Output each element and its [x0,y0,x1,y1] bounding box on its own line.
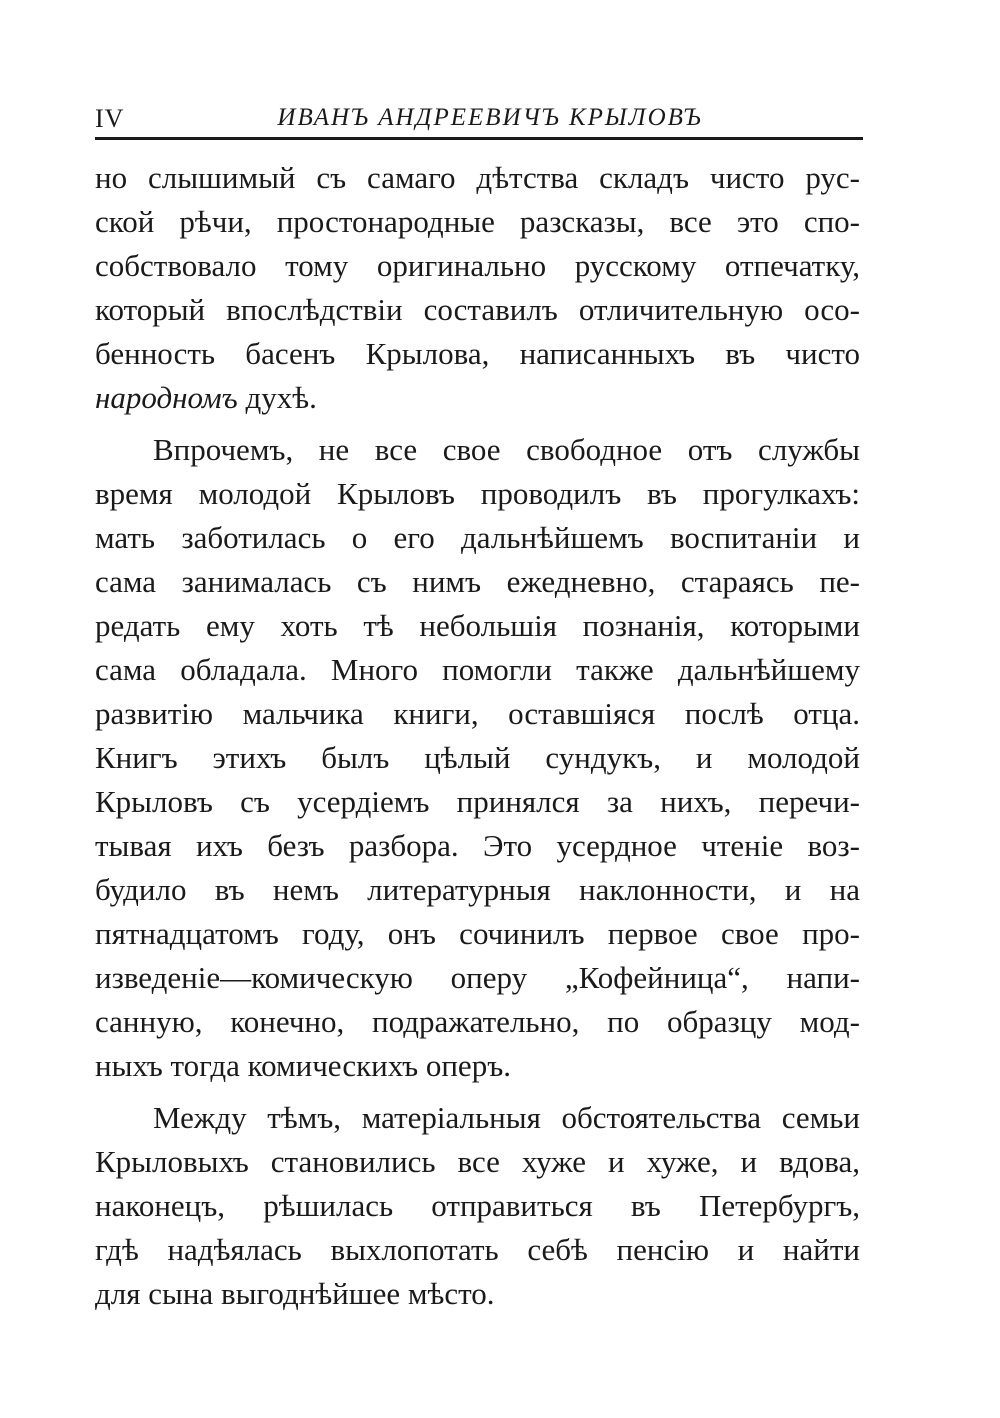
text-fragment: духѣ. [237,380,317,415]
running-head [95,100,860,136]
text-line: собствовало тому оригинально русскому отпечатку, [95,248,860,283]
text-line: сама обладала. Много помогли также дальнѣйшему [95,652,860,687]
text-line: Крыловыхъ становились все хуже и хуже, и вдова, [95,1144,860,1179]
text-line: тывая ихъ безъ разбора. Это усердное чтеніе воз- [95,828,860,863]
paragraph-gap [95,1088,860,1096]
page-number: IV [95,104,125,133]
header-rule [95,137,863,140]
running-head-title: ИВАНЪ АНДРЕЕВИЧЪ КРЫЛОВЪ [277,104,703,131]
text-line: развитію мальчика книги, оставшіяся послѣ отца. [95,696,860,731]
text-line [95,376,860,420]
italic-word: народномъ [95,380,238,415]
paragraph-gap [95,420,860,428]
text-line: будило въ немъ литературныя наклонности, и на [95,872,860,907]
text-line: время молодой Крыловъ проводилъ въ прогулкахъ: [95,476,860,511]
text-line: Впрочемъ, не все свое свободное отъ службы [153,432,860,467]
text-line: мать заботилась о его дальнѣйшемъ воспитаніи и [95,520,860,555]
text-line: ской рѣчи, простонародные разсказы, все это спо- [95,204,860,239]
paragraph-3 [95,1096,860,1316]
paragraph-2 [95,428,860,1088]
text-line: Между тѣмъ, матеріальныя обстоятельства семьи [153,1100,860,1135]
text-line: но слышимый съ самаго дѣтства складъ чисто рус- [95,160,860,195]
body-text [95,156,860,1316]
text-line: санную, конечно, подражательно, по образцу мод- [95,1004,860,1039]
text-line: Крыловъ съ усердіемъ принялся за нихъ, перечи- [95,784,860,819]
text-line: пятнадцатомъ году, онъ сочинилъ первое свое про- [95,916,860,951]
text-line: изведеніе—комическую оперу „Кофейница“, напи- [95,960,860,995]
text-line: сама занималась съ нимъ ежедневно, стараясь пе- [95,564,860,599]
text-line: бенность басенъ Крылова, написанныхъ въ чисто [95,336,860,371]
text-line: для сына выгоднѣйшее мѣсто. [95,1276,495,1311]
text-line: гдѣ надѣялась выхлопотать себѣ пенсію и найти [95,1232,860,1267]
text-line: который впослѣдствіи составилъ отличительную осо- [95,292,860,327]
text-line: наконецъ, рѣшилась отправиться въ Петербургъ, [95,1188,860,1223]
text-line: Книгъ этихъ былъ цѣлый сундукъ, и молодой [95,740,860,775]
text-line: ныхъ тогда комическихъ оперъ. [95,1048,511,1083]
paragraph-1 [95,156,860,420]
text-line: редать ему хоть тѣ небольшія познанія, которыми [95,608,860,643]
